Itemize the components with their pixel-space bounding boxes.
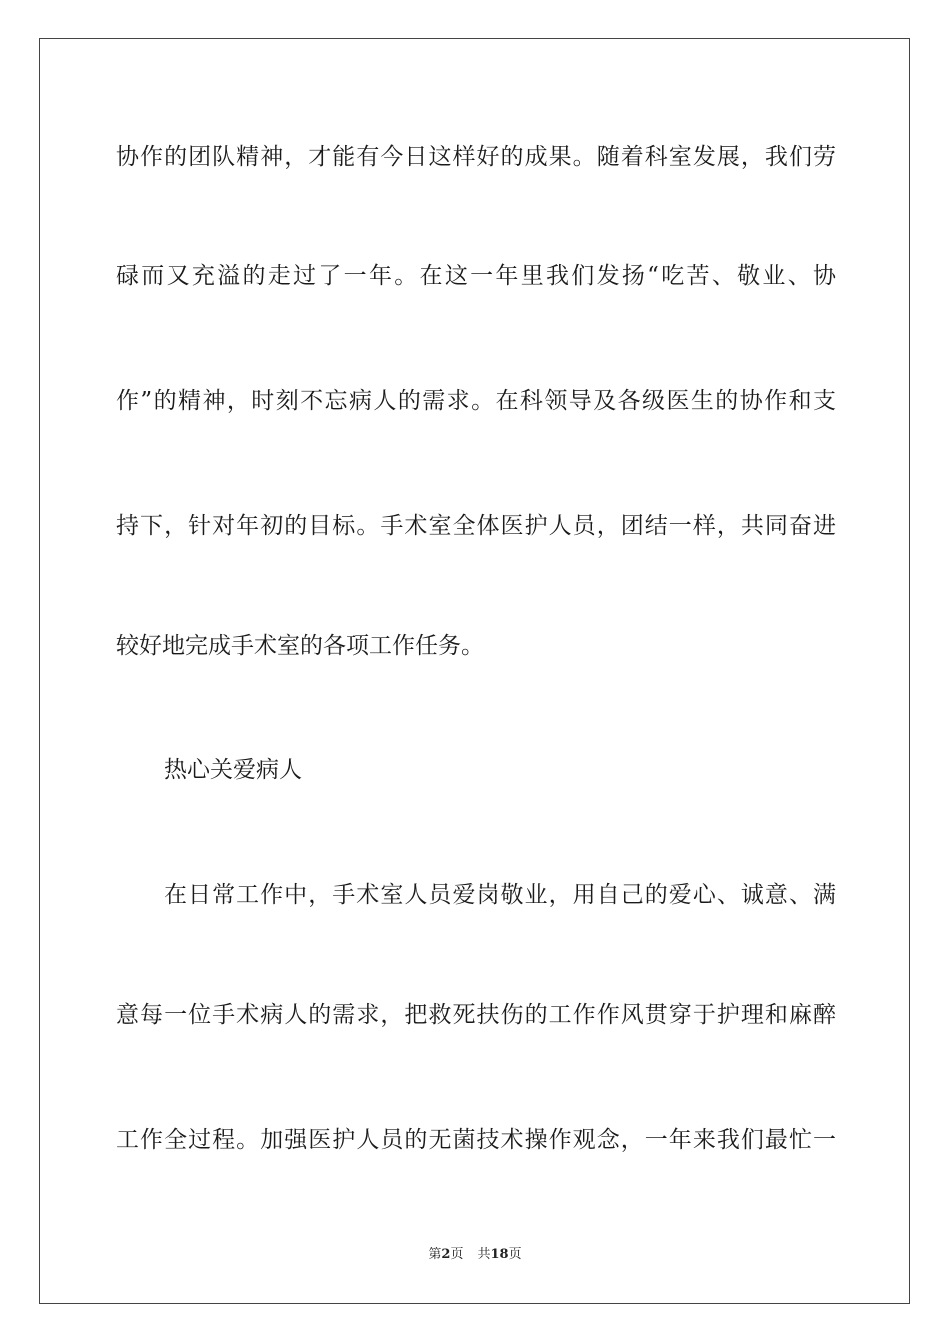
paragraph-line: 协作的团队精神，才能有今日这样好的成果。随着科室发展，我们劳 [116,144,836,170]
page-footer [0,1245,950,1265]
footer-total-pages: 18 [490,1247,509,1262]
page-border [39,38,910,1304]
footer-page-number: 2 [441,1247,451,1262]
footer-page-prefix: 第 [428,1247,442,1262]
paragraph-line: 工作全过程。加强医护人员的无菌技术操作观念，一年来我们最忙一 [116,1127,836,1153]
footer-total-prefix: 共 [477,1247,491,1262]
paragraph-line: 持下，针对年初的目标。手术室全体医护人员，团结一样，共同奋进 [116,513,836,539]
paragraph-line: 较好地完成手术室的各项工作任务。 [116,633,484,659]
footer-total-suffix: 页 [508,1247,522,1262]
paragraph-line: 碌而又充溢的走过了一年。在这一年里我们发扬“吃苦、敬业、协 [116,263,836,289]
paragraph-line: 在日常工作中，手术室人员爱岗敬业，用自己的爱心、诚意、满 [164,882,836,908]
footer-page-suffix: 页 [450,1247,464,1262]
paragraph-line: 作”的精神，时刻不忘病人的需求。在科领导及各级医生的协作和支 [116,388,836,414]
paragraph-line: 意每一位手术病人的需求，把救死扶伤的工作作风贯穿于护理和麻醉 [116,1002,836,1028]
section-heading: 热心关爱病人 [164,757,302,783]
